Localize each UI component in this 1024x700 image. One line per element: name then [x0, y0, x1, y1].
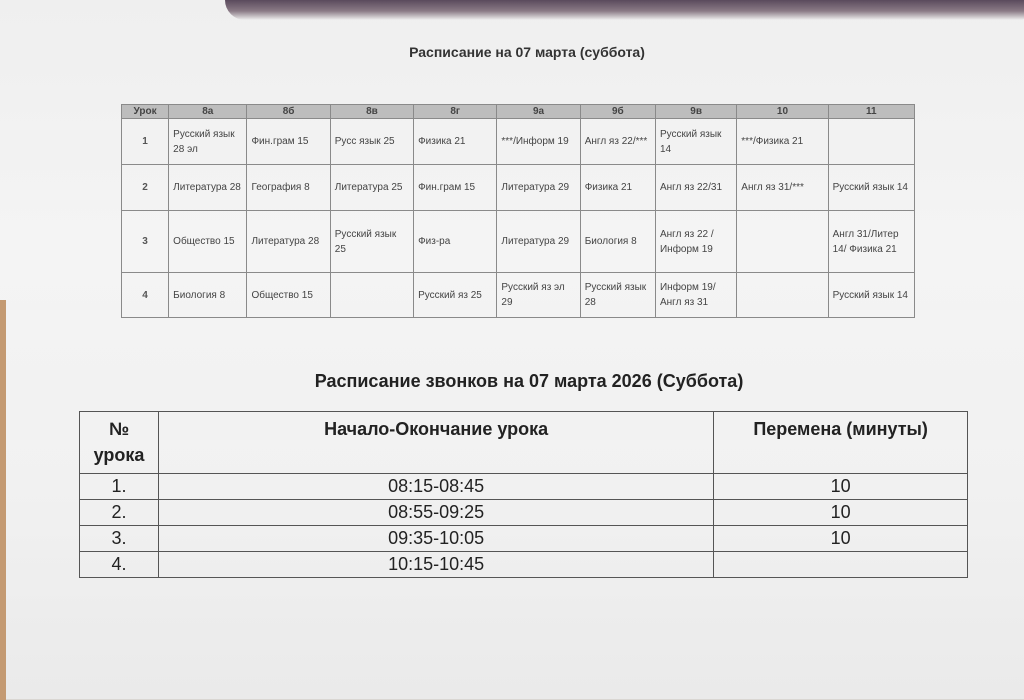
table-row [80, 500, 968, 526]
table-cell: Русский яз 25 [414, 273, 497, 318]
top-shadow [225, 0, 1024, 20]
table-cell: Фин.грам 15 [247, 119, 330, 165]
lesson-number: 2 [122, 165, 169, 211]
lesson-time: 08:55-09:25 [158, 500, 713, 526]
lesson-time: 10:15-10:45 [158, 552, 713, 578]
break-minutes [714, 552, 968, 578]
table-cell: Биология 8 [580, 211, 655, 273]
table-cell: Русский язык 14 [828, 273, 914, 318]
table-cell: Англ 31/Литер 14/ Физика 21 [828, 211, 914, 273]
table-cell: Литература 29 [497, 211, 580, 273]
table-cell: ***/Информ 19 [497, 119, 580, 165]
lesson-number: 3 [122, 211, 169, 273]
table-cell: Русский язык 14 [655, 119, 736, 165]
bell-schedule-table [79, 411, 968, 578]
lesson-number: 2. [80, 500, 159, 526]
table-row [122, 273, 915, 318]
header-cell: 9а [497, 105, 580, 119]
table-cell: Русский язык 28 [580, 273, 655, 318]
table-cell [330, 273, 413, 318]
table-cell: Русский язык 28 эл [169, 119, 247, 165]
break-minutes: 10 [714, 526, 968, 552]
table-cell [828, 119, 914, 165]
table-cell: География 8 [247, 165, 330, 211]
header-cell: Начало-Окончание урока [158, 412, 713, 474]
header-cell: № урока [80, 412, 159, 474]
lesson-number: 3. [80, 526, 159, 552]
table-cell: Общество 15 [169, 211, 247, 273]
schedule-title: Расписание на 07 марта (суббота) [409, 44, 645, 60]
table-cell: Русский язык 25 [330, 211, 413, 273]
bell-schedule-title: Расписание звонков на 07 марта 2026 (Суббота) [314, 371, 744, 391]
table-cell: Англ яз 31/*** [737, 165, 828, 211]
table-cell: Физ-ра [414, 211, 497, 273]
table-cell: Англ яз 22/31 [655, 165, 736, 211]
table-cell: Фин.грам 15 [414, 165, 497, 211]
table-cell: Информ 19/ Англ яз 31 [655, 273, 736, 318]
table-cell: Литература 25 [330, 165, 413, 211]
bell-header-row [80, 412, 968, 474]
header-cell: 9б [580, 105, 655, 119]
table-row [80, 552, 968, 578]
table-row [122, 211, 915, 273]
table-cell: Физика 21 [580, 165, 655, 211]
header-cell: Перемена (минуты) [714, 412, 968, 474]
lesson-time: 09:35-10:05 [158, 526, 713, 552]
lesson-time: 08:15-08:45 [158, 474, 713, 500]
header-cell: 11 [828, 105, 914, 119]
lesson-schedule-table [121, 104, 915, 318]
lesson-number: 1 [122, 119, 169, 165]
lesson-number: 4. [80, 552, 159, 578]
header-cell: 8г [414, 105, 497, 119]
header-cell: 9в [655, 105, 736, 119]
table-cell: Англ яз 22/*** [580, 119, 655, 165]
table-row [80, 526, 968, 552]
header-cell: 10 [737, 105, 828, 119]
table-cell: Русс язык 25 [330, 119, 413, 165]
table-cell: Общество 15 [247, 273, 330, 318]
table-row [80, 474, 968, 500]
header-cell: Урок [122, 105, 169, 119]
lesson-number: 4 [122, 273, 169, 318]
table-cell: Англ яз 22 / Информ 19 [655, 211, 736, 273]
schedule-header-row [122, 105, 915, 119]
table-cell: Русский яз эл 29 [497, 273, 580, 318]
break-minutes: 10 [714, 474, 968, 500]
table-cell [737, 273, 828, 318]
table-cell: Биология 8 [169, 273, 247, 318]
break-minutes: 10 [714, 500, 968, 526]
table-row [122, 119, 915, 165]
table-cell: Русский язык 14 [828, 165, 914, 211]
desk-edge [0, 300, 6, 700]
table-cell: Литература 29 [497, 165, 580, 211]
header-cell: 8в [330, 105, 413, 119]
header-cell: 8а [169, 105, 247, 119]
table-cell [737, 211, 828, 273]
lesson-number: 1. [80, 474, 159, 500]
table-cell: Физика 21 [414, 119, 497, 165]
table-cell: Литература 28 [247, 211, 330, 273]
table-cell: Литература 28 [169, 165, 247, 211]
table-cell: ***/Физика 21 [737, 119, 828, 165]
table-row [122, 165, 915, 211]
header-cell: 8б [247, 105, 330, 119]
